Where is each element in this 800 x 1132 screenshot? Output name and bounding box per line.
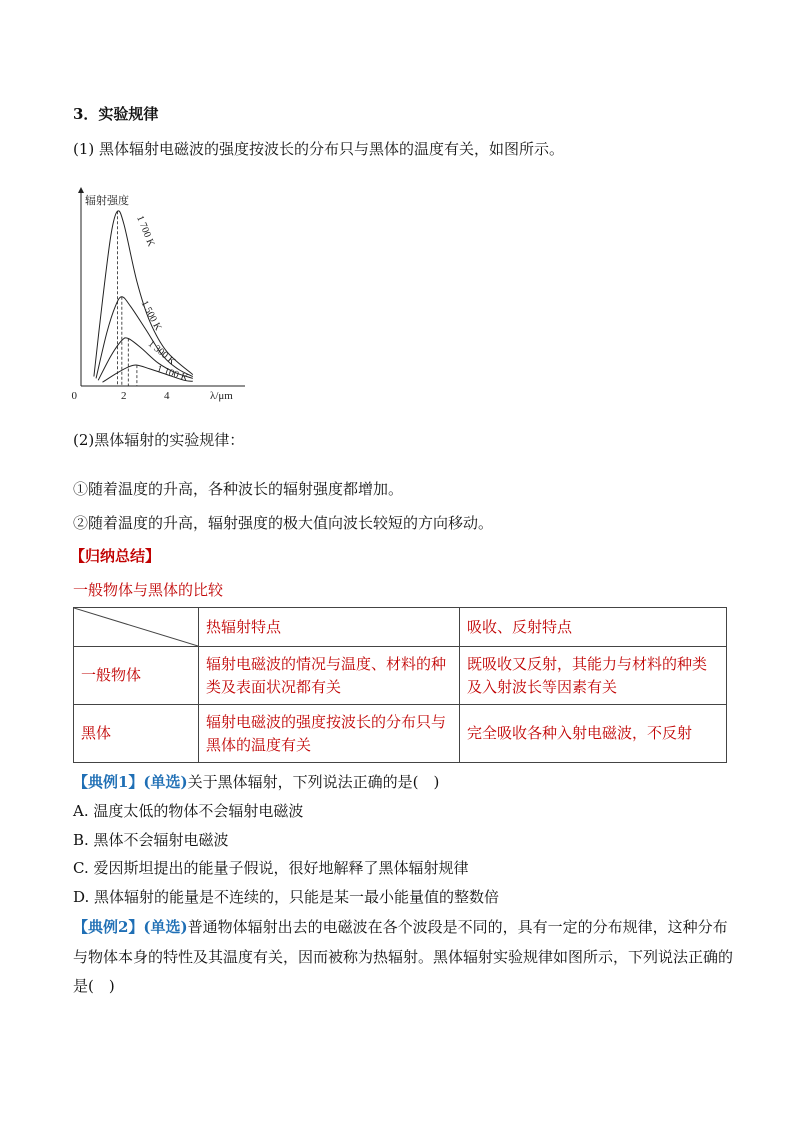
option-c: C. 爱因斯坦提出的能量子假说，很好地解释了黑体辐射规律 xyxy=(73,859,469,877)
x-tick-label: 4 xyxy=(164,390,170,402)
series-label: 1 700 K xyxy=(134,214,157,249)
row-radiation: 辐射电磁波的情况与温度、材料的种类及表面状况都有关 xyxy=(199,647,460,705)
x-axis-label: λ/μm xyxy=(210,390,233,402)
series-label: 1 300 K xyxy=(145,338,178,368)
row-label: 黑体 xyxy=(74,705,199,763)
x-tick-label: 2 xyxy=(121,390,127,402)
table-title: 一般物体与黑体的比较 xyxy=(73,581,224,599)
option-d: D. 黑体辐射的能量是不连续的，只能是某一最小能量值的整数倍 xyxy=(73,888,500,906)
y-axis-label: 辐射强度 xyxy=(85,195,129,207)
example-1-question xyxy=(73,772,439,792)
example-2-line-2: 与物体本身的特性及其温度有关，因而被称为热辐射。黑体辐射实验规律如图所示，下列说法正确的 xyxy=(73,948,734,966)
section-heading: 3．实验规律 xyxy=(73,105,159,123)
example-2-line-1 xyxy=(73,917,728,937)
example-1-tag: 【典例1】(单选) xyxy=(73,773,188,791)
row-label: 一般物体 xyxy=(74,647,199,705)
header-radiation: 热辐射特点 xyxy=(199,608,460,647)
diagonal-line xyxy=(74,608,198,646)
series-label: 1 500 K xyxy=(138,298,164,333)
blackbody-radiation-chart xyxy=(60,180,260,405)
paragraph-2: (2)黑体辐射的实验规律： xyxy=(73,431,245,449)
series-label: 1 100 K xyxy=(155,363,190,384)
rule-1: ①随着温度的升高，各种波长的辐射强度都增加。 xyxy=(73,480,404,498)
option-a: A. 温度太低的物体不会辐射电磁波 xyxy=(73,802,304,820)
rule-2: ②随着温度的升高，辐射强度的极大值向波长较短的方向移动。 xyxy=(73,514,494,532)
option-b: B. 黑体不会辐射电磁波 xyxy=(73,831,229,849)
example-1-text: 关于黑体辐射，下列说法正确的是( ) xyxy=(187,773,440,791)
row-absorption: 既吸收又反射，其能力与材料的种类及入射波长等因素有关 xyxy=(460,647,727,705)
example-2-tag: 【典例2】(单选) xyxy=(73,918,188,936)
header-absorption: 吸收、反射特点 xyxy=(460,608,727,647)
summary-heading: 【归纳总结】 xyxy=(70,547,161,565)
table-header-row xyxy=(74,608,727,647)
x-tick-label: 0 xyxy=(71,390,77,402)
diagonal-corner-cell xyxy=(74,608,199,647)
row-absorption: 完全吸收各种入射电磁波，不反射 xyxy=(460,705,727,763)
table-row xyxy=(74,705,727,763)
example-2-text: 普通物体辐射出去的电磁波在各个波段是不同的，具有一定的分布规律，这种分布 xyxy=(187,918,728,936)
example-2-line-3: 是( ) xyxy=(73,977,115,995)
row-radiation: 辐射电磁波的强度按波长的分布只与黑体的温度有关 xyxy=(199,705,460,763)
comparison-table xyxy=(73,607,727,763)
table-row xyxy=(74,647,727,705)
paragraph-1: (1) 黑体辐射电磁波的强度按波长的分布只与黑体的温度有关，如图所示。 xyxy=(73,140,565,158)
